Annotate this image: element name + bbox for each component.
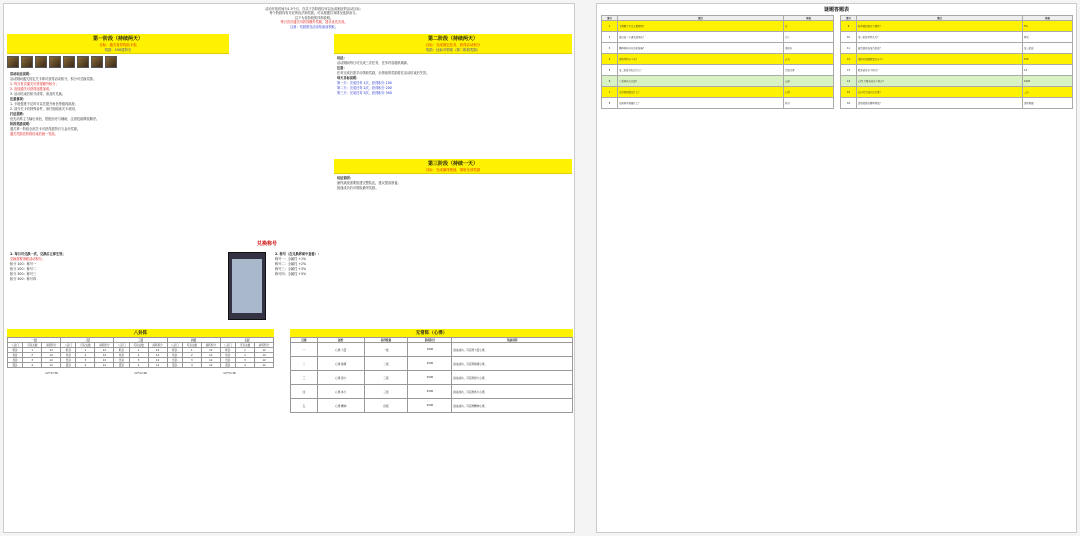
phase-1-red-2: 2. 连续通关可获得连胜加成； [10,87,53,91]
table-cell: 震卦 [61,363,76,368]
table-cell: 乾卦 [167,348,182,353]
table-cell: 12 [148,353,167,358]
phase-1-body [7,70,229,139]
table-cell: 坎卦 [61,353,76,358]
card-portrait-icon [63,56,75,68]
table-cell: 积分 [784,98,834,109]
table-row [841,87,1073,98]
table-header-cell: 消耗积分 [408,338,452,343]
table-cell: 1 [76,348,95,353]
answer-sheet-title: 谜题答题表 [823,7,849,13]
table-cell: 12 [42,363,61,368]
phase-1-text-4: 2. 部分关卡有特殊条件，请仔细阅读关卡说明。 [10,107,78,111]
table-row [841,65,1073,76]
phase-2-body [334,54,572,98]
table-cell: 12 [42,353,61,358]
title-line-4: 称号四：全属性 +5% [275,272,307,276]
table-cell: 1 [602,21,618,32]
table-cell: 谁是第一个通关的角色？ [618,32,784,43]
phase-3-body [334,174,572,193]
wuchang-title: 无常阵（心得） [290,329,573,337]
table-header-cell: 八卦门 [114,343,129,348]
phase-1-heading-2: 注意事项： [10,97,26,101]
table-header-cell: 八卦门 [61,343,76,348]
table-row [602,54,834,65]
table-cell: 1000 [1023,76,1073,87]
table-cell: 挑战成功，可获得智力心得。 [452,371,573,385]
table-cell: 第一阶段持续几天？ [857,32,1023,43]
exchange-line-4: 积分 500：称号四 [10,277,37,281]
intro-line-1: 活动开放时间为1.5个月，在以下各阶段均可以达成相应的活动目标； [265,7,363,11]
table-cell: 1 [129,348,148,353]
table-cell: 光 [784,21,834,32]
table-cell: 2 [76,353,95,358]
table-cell: 心得·力量 [317,343,364,357]
table-cell: 2 [236,353,255,358]
title-list-heading: 2. 称号（在兑换界面中查看）： [275,252,321,256]
phase-1-red-3: 通关奖励在阶段结束后统一发放。 [10,132,58,136]
table-cell: 坎卦 [220,353,235,358]
table-cell: 4 [76,363,95,368]
title-line-2: 称号二：全属性 +2% [275,262,307,266]
phase-2-heading-2: 注意： [337,66,347,70]
table-cell: 15 [841,87,857,98]
phase-1-header [7,34,229,54]
phase-2-row-3: 第三天：完成任务 3次，获得积分 300 [337,91,392,95]
phase-2-row-1: 第一天：完成任务 1次，获得积分 100 [337,81,392,85]
table-header-cell: 获得数量 [364,338,408,343]
table-cell: 150 [1023,54,1073,65]
table-cell: 震卦 [114,363,129,368]
table-cell: 11 [841,43,857,54]
table-cell: 3 [182,358,201,363]
table-cell: 二 [291,357,318,371]
phase-1-text-3: 1. 卡组强度不足时可以先提升角色等级再挑战； [10,102,78,106]
phase-1-heading-3: 打法思路： [10,112,26,116]
bagua-note-2: 12*4=48 [134,371,147,375]
table-cell: 乾卦消耗多少积分？ [857,65,1023,76]
table-header-cell: 层级 [291,338,318,343]
table-cell: 12 [254,348,273,353]
table-row [602,65,834,76]
table-cell: 2 [182,353,201,358]
table-cell: 1000 [408,343,452,357]
bagua-layer-4: 四层 [167,338,220,343]
bagua-layer-3: 三层 [114,338,167,343]
phase-2-panel [334,34,572,154]
phase-3-title: 第三阶段（持续一天） [427,161,478,167]
table-cell: 下列哪个不是元素属性？ [618,21,784,32]
table-cell: 进阶石 [784,43,834,54]
table-cell: 挑战成功，可获得敏捷心得。 [452,357,573,371]
table-row [602,21,834,32]
table-cell: 3 [236,358,255,363]
table-cell: 2500 [408,371,452,385]
table-cell: 挑战成功，可获得体力心得。 [452,385,573,399]
phase-1-reward: 奖励：150进阶石 [104,48,132,52]
table-cell: 坎卦 [114,353,129,358]
table-cell: 12 [201,353,220,358]
right-answer-sheet [596,3,1077,533]
bagua-title: 八卦阵 [7,329,274,337]
table-cell: 12 [95,348,114,353]
card-portrait-icon [21,56,33,68]
phase-2-text-2: 任务完成后需手动领取奖励，未领取的奖励将在活动结束后失效。 [337,71,430,75]
bagua-note-1: 12*3=36 [45,371,58,375]
table-header-cell: 可双关数 [182,343,201,348]
table-cell: 7 [602,87,618,98]
table-cell: 五层 [784,76,834,87]
table-cell: 10 [841,32,857,43]
table-cell: 6 [602,76,618,87]
table-cell: 乾卦 [61,348,76,353]
table-cell: 乾卦 [114,348,129,353]
wuchang-section [290,329,573,413]
table-cell: 第二阶段目标是什么？ [618,65,784,76]
table-cell: 13 [841,65,857,76]
table-cell: 12 [201,358,220,363]
table-cell: 活动界面 [1023,98,1073,109]
table-cell: 一级 [364,343,408,357]
bagua-section [7,329,274,375]
table-cell: 3 [76,358,95,363]
table-cell: 心得·体力 [317,385,364,399]
left-document-page [3,3,575,533]
table-cell: 5 [602,65,618,76]
table-cell: 1 [182,348,201,353]
table-cell: 12 [95,358,114,363]
table-cell: 3 [23,358,42,363]
table-cell: 震卦 [8,363,23,368]
table-cell: 12 [148,363,167,368]
table-cell: 12 [95,353,114,358]
table-cell: 八卦阵共有几层？ [618,76,784,87]
card-portrait-icon [77,56,89,68]
table-cell: 5% [1023,21,1073,32]
table-row [602,76,834,87]
table-row [291,399,573,413]
phase-1-title: 第一阶段（持续两天） [92,36,143,42]
intro-line-3: 以下为各阶段的详细说明。 [294,15,334,20]
table-cell: 三级 [364,371,408,385]
table-cell: 活动奖励在哪里领取？ [857,98,1023,109]
phone-screenshot [228,252,266,320]
table-cell: 12 [148,348,167,353]
table-cell: 艮卦 [220,358,235,363]
phase-1-text-2: 3. 活动结束后积分清零，请及时兑换。 [10,92,66,96]
table-cell: 12 [148,358,167,363]
exchange-line-1: 积分 100：称号一 [10,262,37,266]
table-cell: 五天 [784,54,834,65]
phase-3-subtitle: 目标：完成最终挑战，领取全部奖励 [425,168,481,172]
phase-3-panel [334,159,572,234]
table-cell: 哪种材料可以升阶装备？ [618,43,784,54]
bagua-note-3: 12*3=36 [223,371,236,375]
card-portrait-icon [49,56,61,68]
table-cell: 2500 [408,399,452,413]
table-cell: 无常阵奖励是什么？ [618,87,784,98]
table-cell: 2500 [408,385,452,399]
table-row [291,385,573,399]
table-header-cell: 八卦门 [8,343,23,348]
table-row [841,43,1073,54]
table-cell: 2500 [408,357,452,371]
phase-1-heading-1: 活动玩法说明： [10,72,33,76]
table-cell: 4 [129,363,148,368]
exchange-line-2: 积分 200：称号二 [10,267,37,271]
table-cell: 12 [201,348,220,353]
table-cell: 12 [254,363,273,368]
phase-3-header [334,159,572,174]
table-cell: 一 [291,343,318,357]
table-header-cell: 题号 [841,16,857,21]
table-row [602,98,834,109]
table-cell: 坎卦 [167,353,182,358]
phone-screen [232,259,262,313]
table-cell: 称号四提供多少属性？ [857,21,1023,32]
table-header-cell: 消耗积分 [42,343,61,348]
table-cell: 3 [129,358,148,363]
phase-2-subtitle: 目标：完成指定任务，获得活动积分 [425,43,481,47]
table-cell: 4 [182,363,201,368]
table-header-cell: 属性 [317,338,364,343]
table-cell: 两天 [1023,32,1073,43]
table-cell: 4 [602,54,618,65]
wuchang-table [290,337,573,413]
table-row [291,343,573,357]
table-cell: 2 [129,353,148,358]
intro-block [184,7,444,29]
table-cell: 二级 [364,357,408,371]
phase-1-card-icons [7,56,229,68]
table-cell: 震卦 [220,363,235,368]
table-cell: 12 [42,348,61,353]
table-row [602,87,834,98]
table-cell: 三 [291,371,318,385]
table-header-cell: 可双关数 [129,343,148,348]
table-cell: 艮卦 [8,358,23,363]
table-header-cell: 八卦门 [220,343,235,348]
table-header-cell: 题目 [618,16,784,21]
phase-1-text-1: 活动期间通关指定关卡即可获得活动积分，积分可兑换奖励。 [10,77,97,81]
intro-red-note: 每日首次通关可获得额外奖励，建议优先完成。 [280,20,348,25]
table-header-cell: 奖励说明 [452,338,573,343]
phase-3-heading-1: 玩法说明： [337,176,353,180]
table-cell: 12 [42,358,61,363]
table-row [291,357,573,371]
table-cell: 挑战成功，可获得精神心得。 [452,399,573,413]
bagua-layer-5: 五层 [220,338,273,343]
phase-2-row-2: 第二天：完成任务 2次，获得积分 200 [337,86,392,90]
table-row [841,54,1073,65]
phase-1-red-1: 1. 每日首次通关可获得额外积分； [10,82,59,86]
table-row [841,32,1073,43]
table-row [8,363,274,368]
table-cell: 12 [1023,65,1073,76]
title-line-3: 称号三：全属性 +3% [275,267,307,271]
table-cell: 活动持续多少天？ [618,54,784,65]
card-portrait-icon [35,56,47,68]
table-header-cell: 八卦门 [167,343,182,348]
exchange-title-heading: 兑换称号 [257,241,278,247]
table-cell: 艮卦 [114,358,129,363]
table-cell: 2 [602,32,618,43]
phase-2-title: 第二阶段（持续两天） [427,36,478,42]
table-row [841,21,1073,32]
phase-1-text-6: 通关第一阶段全部关卡可获得进阶石与金币奖励。 [10,127,81,131]
table-cell: 完成任务 [784,65,834,76]
table-cell: 剑士 [784,32,834,43]
table-cell: 12 [841,54,857,65]
exchange-red-note: 兑换需要消耗活动积分。 [10,257,46,261]
table-cell: 三级 [364,385,408,399]
table-cell: 乾卦 [8,348,23,353]
table-cell: 最终挑战在第几阶段？ [857,43,1023,54]
bagua-layer-2: 二层 [61,338,114,343]
table-cell: 12 [254,353,273,358]
table-header-cell: 消耗积分 [201,343,220,348]
table-cell: 挑战成功，可获得力量心得。 [452,343,573,357]
table-cell: 四级 [364,399,408,413]
bagua-table [7,337,274,368]
table-cell: 心得·力量消耗多少积分？ [857,76,1023,87]
card-portrait-icon [7,56,19,68]
table-cell: 1 [236,348,255,353]
phase-2-reward: 奖励：达标可领取（第二阶段奖励） [425,48,481,52]
table-cell: 心得·敏捷 [317,357,364,371]
title-list-body [272,250,472,279]
table-header-cell: 答案 [784,16,834,21]
table-cell: 五 [291,399,318,413]
phase-2-header [334,34,572,54]
phase-2-heading-3: 每天目标说明： [337,76,360,80]
table-cell: 4 [23,363,42,368]
card-portrait-icon [91,56,103,68]
table-cell: 14 [841,76,857,87]
phase-1-panel [7,34,229,234]
table-header-cell: 消耗积分 [254,343,273,348]
answer-table-left [601,15,834,109]
table-cell: 12 [95,363,114,368]
table-cell: 第三阶段 [1023,43,1073,54]
table-cell: 每日可完成几次任务？ [857,87,1023,98]
table-header-cell: 题目 [857,16,1023,21]
table-cell: 三次 [1023,87,1073,98]
table-cell: 9 [841,21,857,32]
phase-3-text-1: 最终挑战需要组建完整队伍，建议提前准备。 [337,181,401,185]
phase-3-text-2: 挑战成功后可领取最终奖励。 [337,186,379,190]
table-cell: 1 [23,348,42,353]
bagua-layer-1: 一层 [8,338,61,343]
table-cell: 乾卦 [220,348,235,353]
table-row [602,43,834,54]
title-line-1: 称号一：全属性 +1% [275,257,307,261]
table-cell: 16 [841,98,857,109]
table-cell: 坎卦 [8,353,23,358]
table-cell: 心得·精神 [317,399,364,413]
phase-1-heading-4: 阶段奖励说明： [10,122,33,126]
table-cell: 震卦 [167,363,182,368]
table-cell: 3 [602,43,618,54]
answer-table-right [840,15,1073,109]
card-portrait-icon [105,56,117,68]
phase-1-subtitle: 目标：通关奇异物品卡组 [99,43,137,47]
table-cell: 心得 [784,87,834,98]
table-header-cell: 可双关数 [236,343,255,348]
table-row [291,371,573,385]
table-cell: 2 [23,353,42,358]
exchange-rules-block [7,250,222,320]
table-cell: 4 [236,363,255,368]
table-header-cell: 答案 [1023,16,1073,21]
title-list-block [272,250,472,320]
table-cell: 艮卦 [167,358,182,363]
table-row [841,76,1073,87]
table-header-cell: 消耗积分 [95,343,114,348]
intro-blue-note: 注意：奖励需在活动结束前领取。 [290,24,338,29]
exchange-line-3: 积分 300：称号三 [10,272,37,276]
table-cell: 12 [254,358,273,363]
bagua-notes [7,371,274,375]
table-cell: 四 [291,385,318,399]
table-cell: 兑换称号需要什么？ [618,98,784,109]
table-cell: 12 [201,363,220,368]
exchange-rules-body [7,250,222,284]
table-cell: 艮卦 [61,358,76,363]
table-header-cell: 可双关数 [23,343,42,348]
table-cell: 8 [602,98,618,109]
phase-1-text-5: 优先培养主力输出角色，搭配治疗与辅助，注意技能释放顺序。 [10,117,100,121]
table-row [602,32,834,43]
table-cell: 进阶石奖励数量是多少？ [857,54,1023,65]
phase-2-heading-1: 玩法： [337,56,347,60]
table-header-cell: 可双关数 [76,343,95,348]
table-header-cell: 题号 [602,16,618,21]
table-cell: 心得·智力 [317,371,364,385]
phase-2-text-1: 活动期间每日可完成三次任务，任务内容随机刷新。 [337,61,411,65]
exchange-heading-1: 1. 每日可兑换一次，兑换后立即生效； [10,252,66,256]
intro-line-2: 每个阶段均有对应的玩法和奖励，可以根据自身情况选择参与。 [269,11,359,16]
table-header-cell: 消耗积分 [148,343,167,348]
table-row [841,98,1073,109]
